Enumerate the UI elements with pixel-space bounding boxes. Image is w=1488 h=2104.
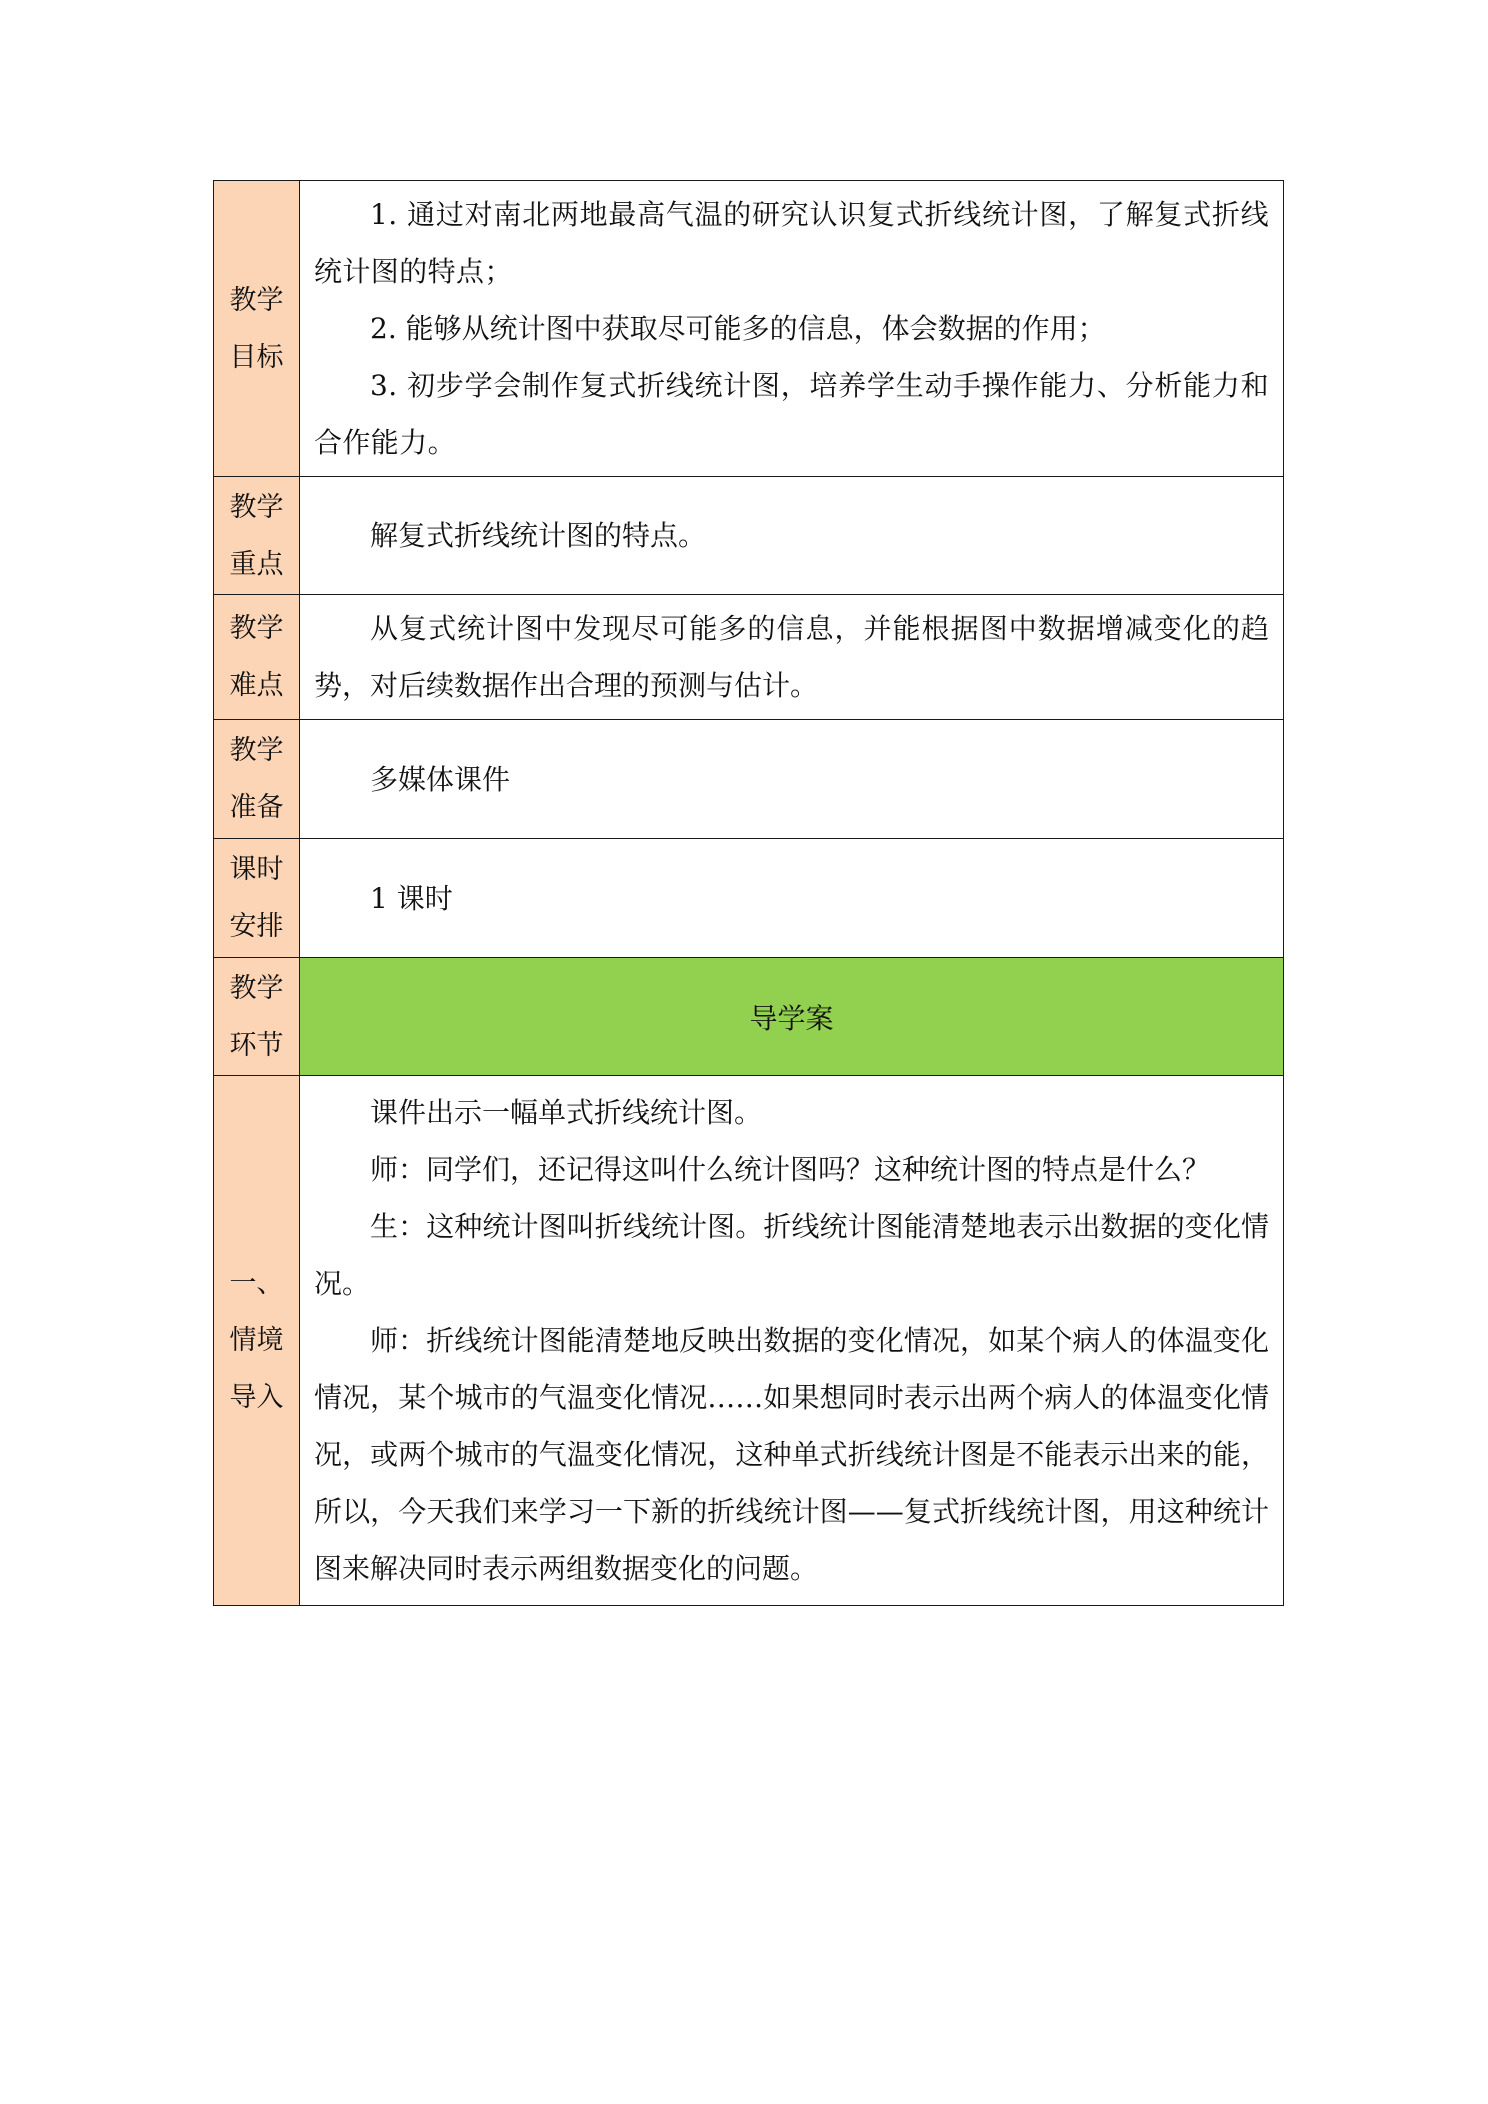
intro-paragraph-4: 师：折线统计图能清楚地反映出数据的变化情况，如某个病人的体温变化情况，某个城市的气温变化情况……如果想同时表示出两个病人的体温变化情况，或两个城市的气温变化情况，这种单式折线统计图是不能表示出来的能，所以，今天我们来学习一下新的折线统计图——复式折线统计图，用这种统计图来解决同时表示两组数据变化的问题。	[314, 1324, 1269, 1585]
label-line: 一、	[229, 1268, 284, 1299]
guided-study-header: 导学案	[300, 958, 1284, 1076]
label-preparation	[214, 720, 300, 839]
intro-paragraph-2: 师：同学们，还记得这叫什么统计图吗？这种统计图的特点是什么？	[370, 1153, 1211, 1186]
schedule-text: 1 课时	[370, 881, 453, 915]
label-line: 课时	[229, 854, 284, 885]
label-situation-intro	[214, 1076, 300, 1606]
preparation-text: 多媒体课件	[370, 762, 511, 796]
label-teaching-stage	[214, 958, 300, 1076]
key-points-text: 解复式折线统计图的特点。	[370, 519, 707, 552]
goal-item-3: 3. 初步学会制作复式折线统计图，培养学生动手操作能力、分析能力和合作能力。	[314, 369, 1269, 459]
row-preparation	[214, 720, 1284, 839]
label-line: 教学	[229, 284, 284, 316]
label-line: 教学	[229, 491, 284, 523]
label-difficulties	[214, 595, 300, 720]
content-preparation	[300, 720, 1284, 839]
row-teaching-goals	[214, 181, 1284, 477]
goal-item-1: 1. 通过对南北两地最高气温的研究认识复式折线统计图，了解复式折线统计图的特点；	[314, 198, 1269, 288]
label-schedule	[214, 839, 300, 958]
row-difficulties	[214, 595, 1284, 720]
label-line: 重点	[229, 548, 284, 580]
label-line: 目标	[229, 341, 284, 373]
goal-item-2: 2. 能够从统计图中获取尽可能多的信息，体会数据的作用；	[370, 312, 1106, 345]
content-difficulties	[300, 595, 1284, 720]
label-key-points	[214, 477, 300, 595]
label-line: 环节	[229, 1029, 284, 1061]
row-situation-intro	[214, 1076, 1284, 1606]
lesson-plan-table	[213, 180, 1284, 1606]
label-line: 安排	[229, 911, 284, 942]
difficulties-text: 从复式统计图中发现尽可能多的信息，并能根据图中数据增减变化的趋势，对后续数据作出合理的预测与估计。	[314, 612, 1269, 702]
label-line: 教学	[229, 735, 284, 766]
label-line: 准备	[229, 792, 284, 823]
intro-paragraph-1: 课件出示一幅单式折线统计图。	[370, 1096, 763, 1129]
content-schedule	[300, 839, 1284, 958]
content-key-points	[300, 477, 1284, 595]
label-line: 情境	[229, 1325, 284, 1356]
content-situation-intro	[300, 1076, 1284, 1606]
label-line: 导入	[229, 1382, 284, 1413]
content-teaching-goals	[300, 181, 1284, 477]
row-teaching-stage	[214, 958, 1284, 1076]
label-teaching-goals	[214, 181, 300, 477]
label-line: 教学	[229, 613, 284, 644]
intro-paragraph-3: 生：这种统计图叫折线统计图。折线统计图能清楚地表示出数据的变化情况。	[314, 1210, 1269, 1300]
row-key-points	[214, 477, 1284, 595]
label-line: 难点	[229, 670, 284, 701]
row-schedule	[214, 839, 1284, 958]
label-line: 教学	[229, 972, 284, 1004]
